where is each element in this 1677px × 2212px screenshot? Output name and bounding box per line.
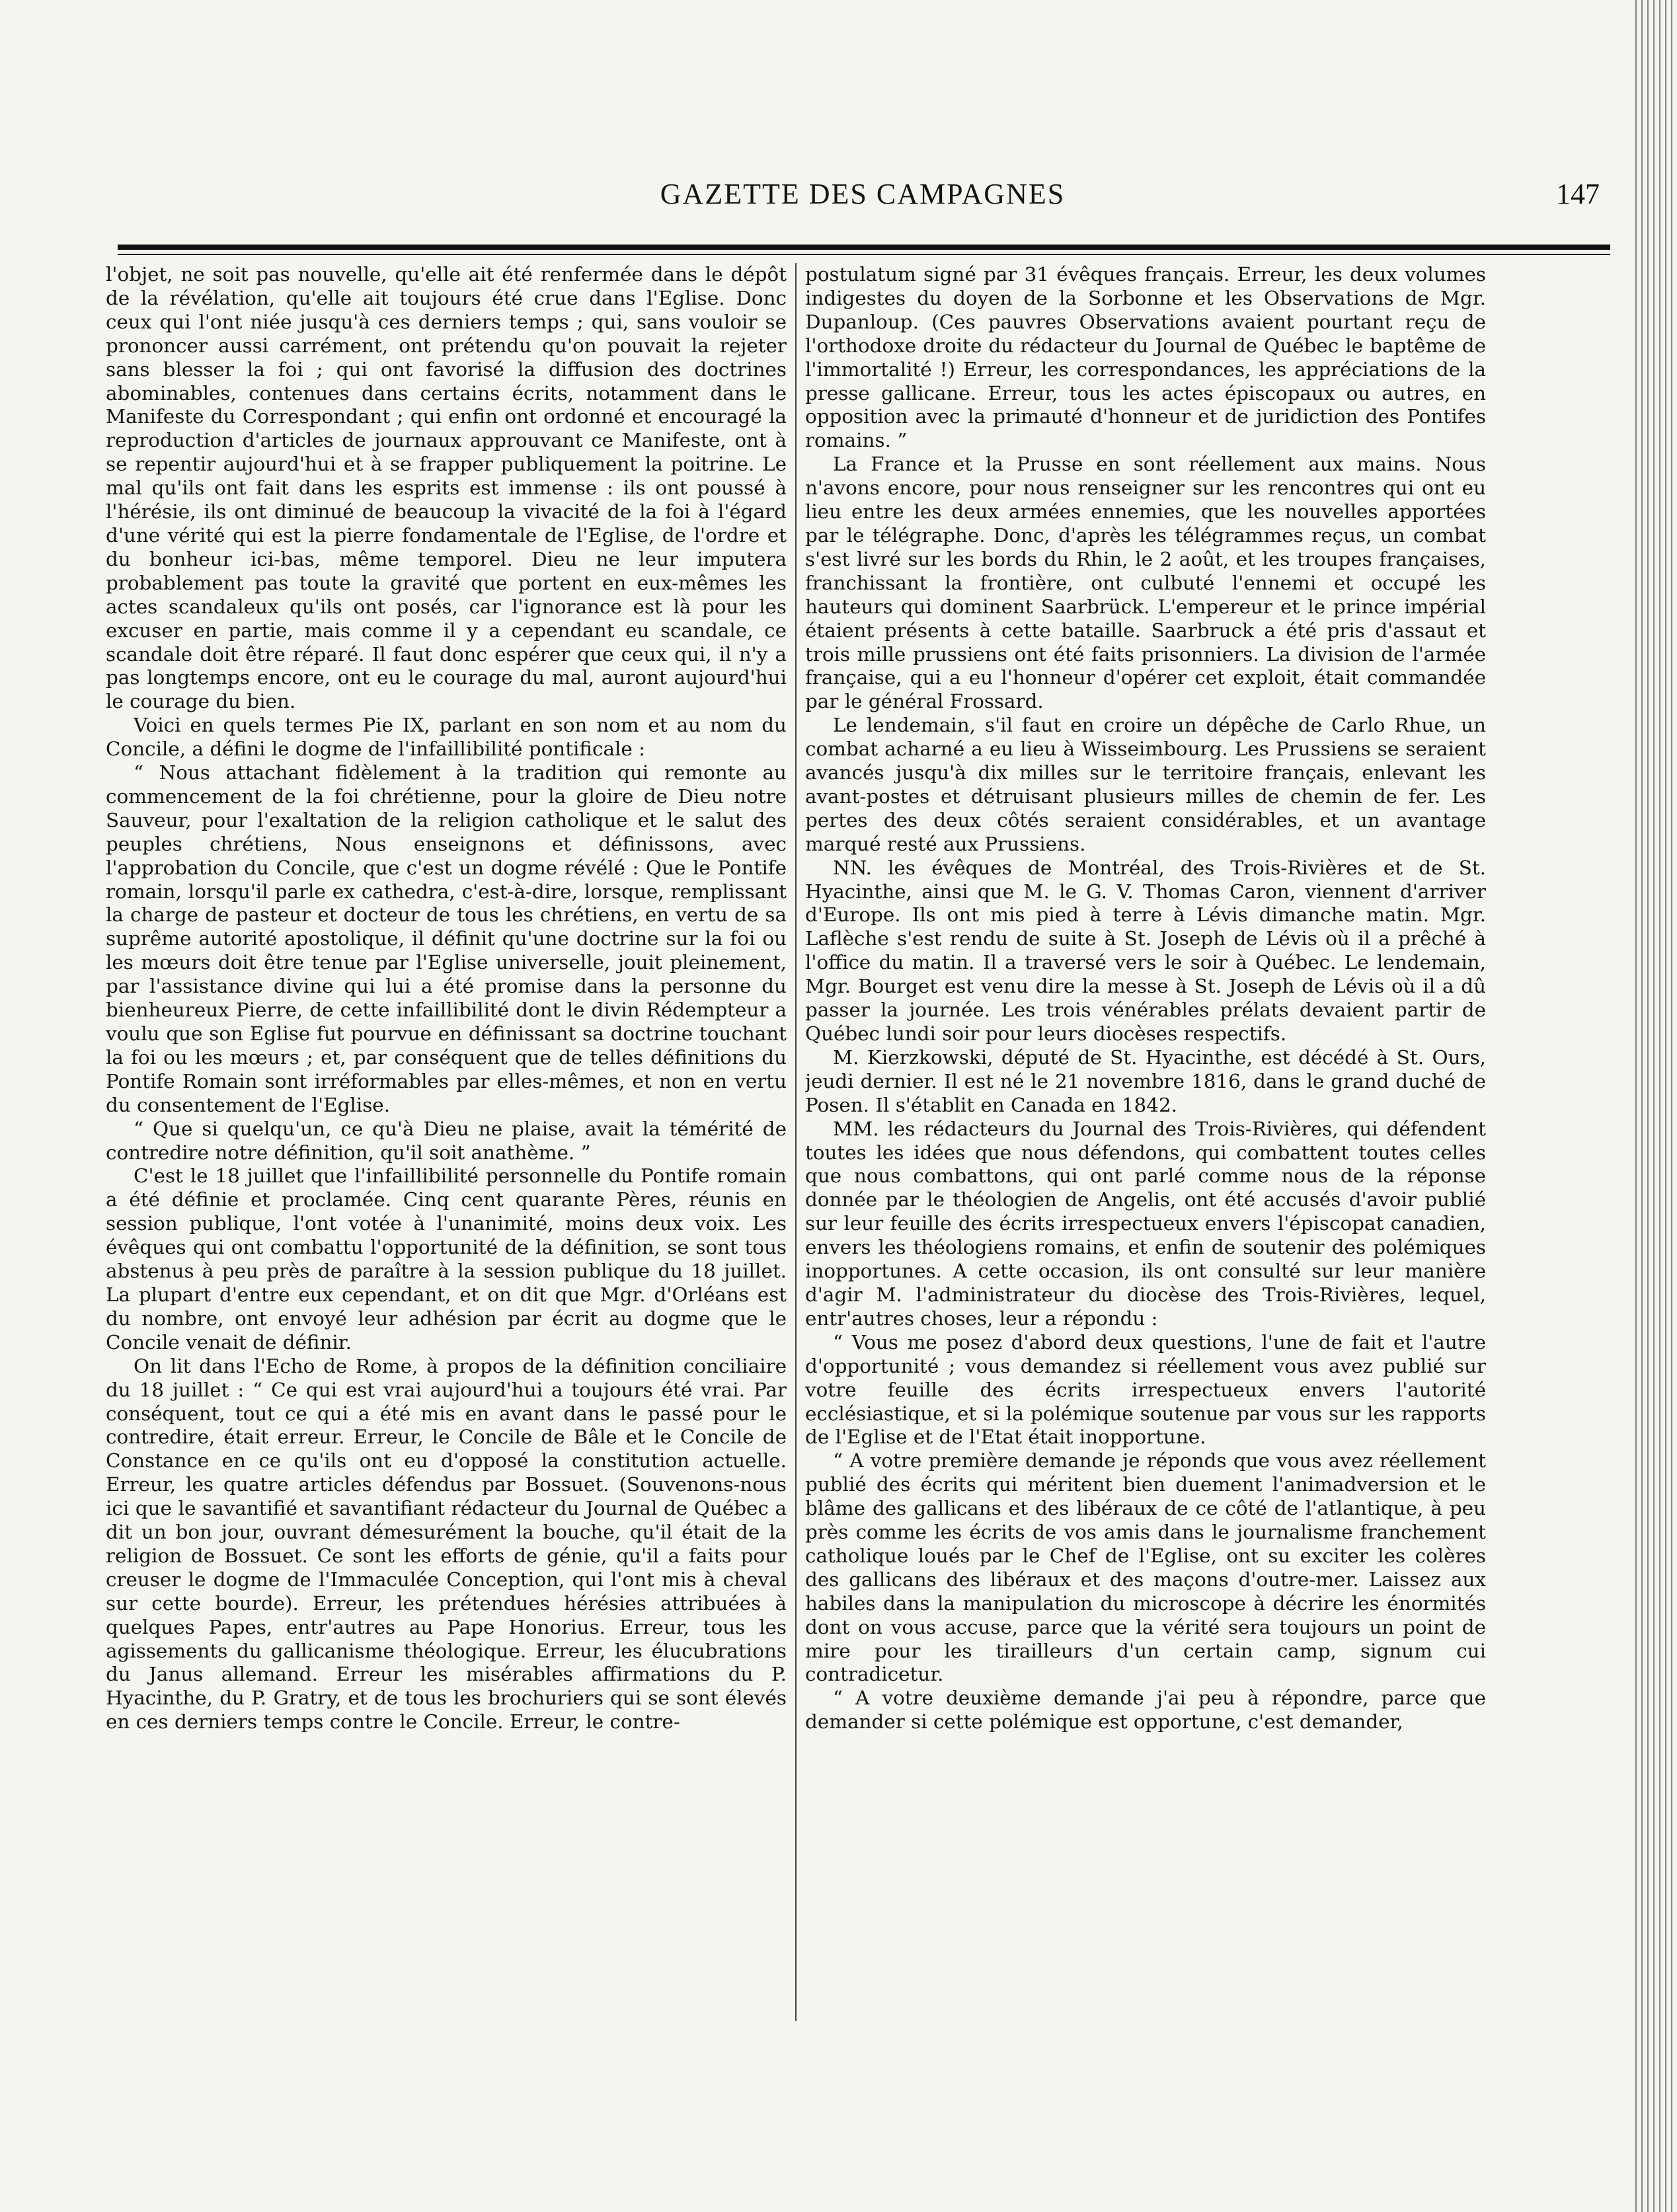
paragraph: l'objet, ne soit pas nouvelle, qu'elle ait été renfermée dans le dépôt de la révélation, qu'elle ait toujours été crue dans l'Eglise. Donc ceux qui l'ont niée jusqu'à ces derniers temps ; qui, sans vouloir se prononcer aussi carrément, ont prétendu qu'on pouvait la rejeter sans blesser la foi ; qui ont favorisé la diffusion des doctrines abominables, contenues dans certains écrits, notamment dans le Manifeste du Correspondant ; qui enfin ont ordonné et encouragé la reproduction d'articles de journaux approuvant ce Manifeste, ont à se repentir aujourd'hui et à se frapper publiquement la poitrine. Le mal qu'ils ont fait dans les esprits est immense : ils ont poussé à l'hérésie, ils ont diminué de beaucoup la vivacité de la foi à l'égard d'une vérité qui est la pierre fondamentale de l'Eglise, de l'ordre et du bonheur ici-bas, même temporel. Dieu ne leur imputera probablement pas toute la gravité que portent en eux-mêmes les actes scandaleux qu'ils ont posés, car l'ignorance est là pour les excuser en partie, mais comme il y a cependant eu scandale, ce scandale doit être réparé. Il faut donc espérer que ceux qui, il n'y a pas longtemps encore, ont eu le courage du mal, auront aujourd'hui le courage du bien. (106, 263, 787, 713)
paragraph: MM. les rédacteurs du Journal des Trois-Rivières, qui défendent toutes les idées que nous défendons, qui combattent toutes celles que nous combattons, qui ont parlé comme nous de la réponse donnée par le théologien de Angelis, ont été accusés d'avoir publié sur leur feuille des écrits irrespectueux envers l'épiscopat canadien, envers les théologiens romains, et enfin de soutenir des polémiques inopportunes. A cette occasion, ils ont consulté sur leur manière d'agir M. l'administrateur du diocèse des Trois-Rivières, lequel, entr'autres choses, leur a répondu : (805, 1117, 1486, 1330)
paragraph: “ Vous me posez d'abord deux questions, l'une de fait et l'autre d'opportunité ; vous demandez si réellement vous avez publié sur votre feuille des écrits irrespectueux envers l'autorité ecclésiastique, et si la polémique soutenue par vous sur les rapports de l'Eglise et de l'Etat était inopportune. (805, 1330, 1486, 1449)
paragraph: Le lendemain, s'il faut en croire un dépêche de Carlo Rhue, un combat acharné a eu lieu à Wisseimbourg. Les Prussiens se seraient avancés jusqu'à dix milles sur le territoire français, enlevant les avant-postes et détruisant plusieurs milles de chemin de fer. Les pertes des deux côtés seraient considérables, et un avantage marqué resté aux Prussiens. (805, 714, 1486, 855)
paragraph: “ Que si quelqu'un, ce qu'à Dieu ne plaise, avait la témérité de contredire notre définition, qu'il soit anathème. ” (106, 1117, 787, 1164)
masthead-title: GAZETTE DES CAMPAGNES (660, 178, 1066, 210)
paragraph: La France et la Prusse en sont réellement aux mains. Nous n'avons encore, pour nous renseigner sur les rencontres qui ont eu lieu entre les deux armées ennemies, que les nouvelles apportées par le télégraphe. Donc, d'après les télégrammes reçus, un combat s'est livré sur les bords du Rhin, le 2 août, et les troupes françaises, franchissant la frontière, ont culbuté l'ennemi et occupé les hauteurs qui dominent Saarbrück. L'empereur et le prince impérial étaient présents à cette bataille. Saarbruck a été pris d'assaut et trois mille prussiens ont été faits prisonniers. La division de l'armée française, qui a eu l'honneur d'opérer cet exploit, était commandée par le général Frossard. (805, 453, 1486, 713)
paragraph: “ Nous attachant fidèlement à la tradition qui remonte au commencement de la foi chrétienne, pour la gloire de Dieu notre Sauveur, pour l'exaltation de la religion catholique et le salut des peuples chrétiens, Nous enseignons et définissons, avec l'approbation du Concile, que c'est un dogme révélé : Que le Pontife romain, lorsqu'il parle ex cathedra, c'est-à-dire, lorsque, remplissant la charge de pasteur et docteur de tous les chrétiens, en vertu de sa suprême autorité apostolique, il définit qu'une doctrine sur la foi ou les mœurs doit être tenue par l'Eglise universelle, jouit pleinement, par l'assistance divine qui lui a été promise dans la personne du bienheureux Pierre, de cette infaillibilité dont le divin Rédempteur a voulu que son Eglise fut pourvue en définissant sa doctrine touchant la foi ou les mœurs ; et, par conséquent que de telles définitions du Pontife Romain sont irréformables par elles-mêmes, et non en vertu du consentement de l'Eglise. (106, 761, 787, 1116)
paragraph: Voici en quels termes Pie IX, parlant en son nom et au nom du Concile, a défini le dogme de l'infaillibilité pontificale : (106, 714, 787, 761)
paragraph: On lit dans l'Echo de Rome, à propos de la définition conciliaire du 18 juillet : “ Ce qui est vrai aujourd'hui a toujours été vrai. Par conséquent, tout ce qui a été mis en avant dans le passé pour le contredire, était erreur. Erreur, le Concile de Bâle et le Concile de Constance en ce qu'ils ont eu d'opposé la constitution actuelle. Erreur, les quatre articles défendus par Bossuet. (Souvenons-nous ici que le savantifié et savantifiant rédacteur du Journal de Québec a dit un bon jour, ouvrant démesurément la bouche, qu'il était de la religion de Bossuet. Ce sont les efforts de génie, qu'il a faits pour creuser le dogme de l'Immaculée Conception, qui l'ont mis à cheval sur cette bourde). Erreur, les prétendues hérésies attribuées à quelques Papes, entr'autres au Pape Honorius. Erreur, tous les agissements du gallicanisme théologique. Erreur, les élucubrations du Janus allemand. Erreur les misérables affirmations du P. Hyacinthe, du P. Gratry, et de tous les brochuriers qui se sont élevés en ces derniers temps contre le Concile. Erreur, le contre- (106, 1354, 787, 1734)
paragraph: NN. les évêques de Montréal, des Trois-Rivières et de St. Hyacinthe, ainsi que M. le G. V. Thomas Caron, viennent d'arriver d'Europe. Ils ont mis pied à terre à Lévis dimanche matin. Mgr. Laflèche s'est rendu de suite à St. Joseph de Lévis où il a prêché à l'office du matin. Il a traversé vers le soir à Québec. Le lendemain, Mgr. Bourget est venu dire la messe à St. Joseph de Lévis où il a dû passer la journée. Les trois vénérables prélats devaient partir de Québec lundi soir pour leurs diocèses respectifs. (805, 856, 1486, 1045)
header-rule-thick (118, 245, 1610, 250)
paragraph: C'est le 18 juillet que l'infaillibilité personnelle du Pontife romain a été définie et proclamée. Cinq cent quarante Pères, réunis en session publique, l'ont votée à l'unanimité, moins deux voix. Les évêques qui ont combattu l'opportunité de la définition, se sont tous abstenus à peu près de paraître à la session publique du 18 juillet. La plupart d'entre eux cependant, et on dit que Mgr. d'Orléans est du nombre, ont envoyé leur adhésion par écrit au dogme que le Concile venait de définir. (106, 1164, 787, 1354)
page-number: 147 (1556, 178, 1600, 210)
paragraph: M. Kierzkowski, député de St. Hyacinthe, est décédé à St. Ours, jeudi dernier. Il est né le 21 novembre 1816, dans le grand duché de Posen. Il s'établit en Canada en 1842. (805, 1046, 1486, 1116)
left-column (106, 263, 787, 2180)
paragraph: “ A votre deuxième demande j'ai peu à répondre, parce que demander si cette polémique est opportune, c'est demander, (805, 1687, 1486, 1734)
column-divider (795, 263, 797, 2021)
page-header (126, 177, 1600, 217)
paragraph: “ A votre première demande je réponds que vous avez réellement publié des écrits qui méritent bien duement l'animadversion et le blâme des gallicans et des libéraux de ce côté de l'atlantique, à peu près comme les écrits de vos amis dans le journalisme franchement catholique loués par le Chef de l'Eglise, ont su exciter les colères des gallicans des libéraux et des maçons d'outre-mer. Laissez aux habiles dans la manipulation du microscope à décrire les énormités dont on vous accuse, parce que la vérité sera toujours un point de mire pour les tirailleurs d'un certain camp, signum cui contradicetur. (805, 1449, 1486, 1686)
right-column (805, 263, 1486, 2180)
binding-edge (1631, 0, 1677, 2212)
header-rule-thin (118, 254, 1610, 255)
paragraph: postulatum signé par 31 évêques français. Erreur, les deux volumes indigestes du doyen de la Sorbonne et les Observations de Mgr. Dupanloup. (Ces pauvres Observations avaient pourtant reçu de l'orthodoxe droite du rédacteur du Journal de Québec le baptême de l'immortalité !) Erreur, les correspondances, les appréciations de la presse gallicane. Erreur, tous les actes épiscopaux ou autres, en opposition avec la primauté d'honneur et de juridiction des Pontifes romains. ” (805, 263, 1486, 452)
